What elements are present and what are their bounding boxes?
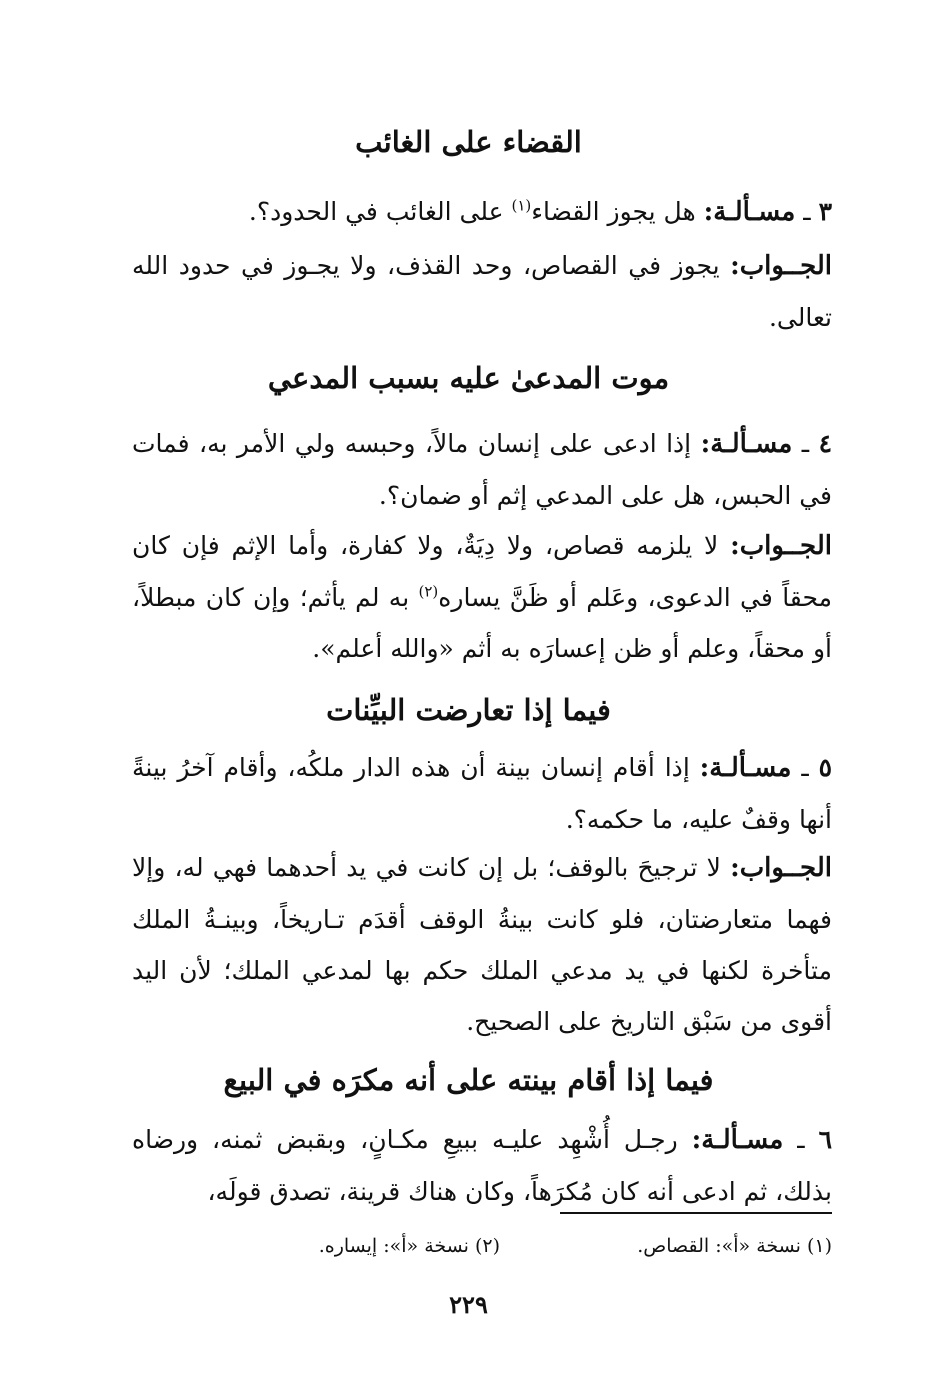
question-text: إذا ادعى على إنسان مالاً، وحبسه ولي الأمر به، فمات في الحبس، هل على المدعي إثم أو ضمان؟. — [132, 429, 832, 510]
question-text-continued: على الغائب في الحدود؟. — [248, 197, 512, 226]
answer-text-continued: به لم يأثم؛ وإن كان مبطلاً، أو محقاً، وعلم أو ظن إعسارَه به أثم «والله أعلم». — [132, 583, 832, 663]
question-label: مسـألـة: — [691, 1125, 784, 1155]
footnote-1 — [637, 1232, 832, 1260]
answer-text: لا يلزمه قصاص، ولا دِيَةٌ، ولا كفارة، وأما الإثم فإن كان محقاً في الدعوى، وعَلم أو ظَنَّ يساره — [132, 531, 832, 612]
footnote-ref-2: (٢) — [418, 582, 439, 601]
question-text: رجـل أُشْهِد عليـه ببيعِ مكـانٍ، وبقبض ثمنه، ورضاه بذلك، ثم ادعى أنه كان مُكرَهاً، وكان هناك قرينة، تصدق قولَه، — [132, 1125, 832, 1206]
footnote-text: نسخة «أ»: إيساره. — [318, 1235, 475, 1257]
footnote-text: نسخة «أ»: القصاص. — [637, 1235, 807, 1257]
section-heading-defendant-death: موت المدعىٰ عليه بسبب المدعي — [267, 361, 670, 395]
section-heading-conflicting-evidence: فيما إذا تعارضت البيِّنات — [326, 693, 611, 727]
answer-text: يجوز في القصاص، وحد القذف، ولا يجـوز في حدود الله تعالى. — [132, 251, 832, 332]
answer-label: الجــواب: — [730, 251, 833, 281]
question-text: هل يجوز القضاء — [531, 197, 704, 226]
page-number: ٢٢٩ — [449, 1290, 488, 1319]
footnote-separator — [560, 1212, 832, 1214]
question-dash: ـ — [795, 197, 819, 226]
question-label: مسـألـة: — [700, 429, 793, 459]
answer-3 — [132, 240, 832, 343]
question-label: مسـألـة: — [703, 197, 796, 227]
answer-text: لا ترجيحَ بالوقف؛ بل إن كانت في يد أحدهما فهي له، وإلا فهما متعارضتان، فلو كانت بينةُ الوقف أقدَم تـاريخاً، وبينـةُ الملك متأخرة لكنها في يد مدعي الملك حكم بها لمدعي الملك؛ لأن اليد أقوى من سَبْق التاريخ على الصحيح. — [132, 853, 832, 1036]
answer-5 — [132, 842, 832, 1047]
question-5 — [132, 742, 832, 845]
question-dash: ـ — [791, 753, 819, 782]
question-text: إذا أقام إنسان بينة أن هذه الدار ملكُه، وأقام آخرُ بينةً أنها وقفٌ عليه، ما حكمه؟. — [132, 753, 832, 834]
footnote-marker: (٢) — [474, 1235, 500, 1257]
section-heading-absent-judgment: القضاء على الغائب — [355, 125, 582, 159]
question-number: ٣ — [818, 197, 832, 226]
answer-4 — [132, 520, 832, 674]
footnote-2 — [319, 1232, 500, 1260]
question-number: ٦ — [818, 1125, 833, 1154]
answer-label: الجــواب: — [730, 531, 832, 561]
footnote-marker: (١) — [806, 1235, 832, 1257]
footnote-ref-1: (١) — [511, 196, 532, 215]
question-4 — [132, 418, 832, 521]
question-3 — [132, 186, 832, 238]
question-6 — [132, 1114, 832, 1217]
question-number: ٥ — [818, 753, 832, 782]
question-label: مسـألـة: — [699, 753, 792, 783]
question-dash: ـ — [792, 429, 819, 458]
section-heading-coerced-sale: فيما إذا أقام بينته على أنه مكرَه في البيع — [223, 1063, 714, 1097]
question-number: ٤ — [818, 429, 833, 458]
question-dash: ـ — [783, 1125, 819, 1154]
answer-label: الجــواب: — [730, 853, 832, 883]
